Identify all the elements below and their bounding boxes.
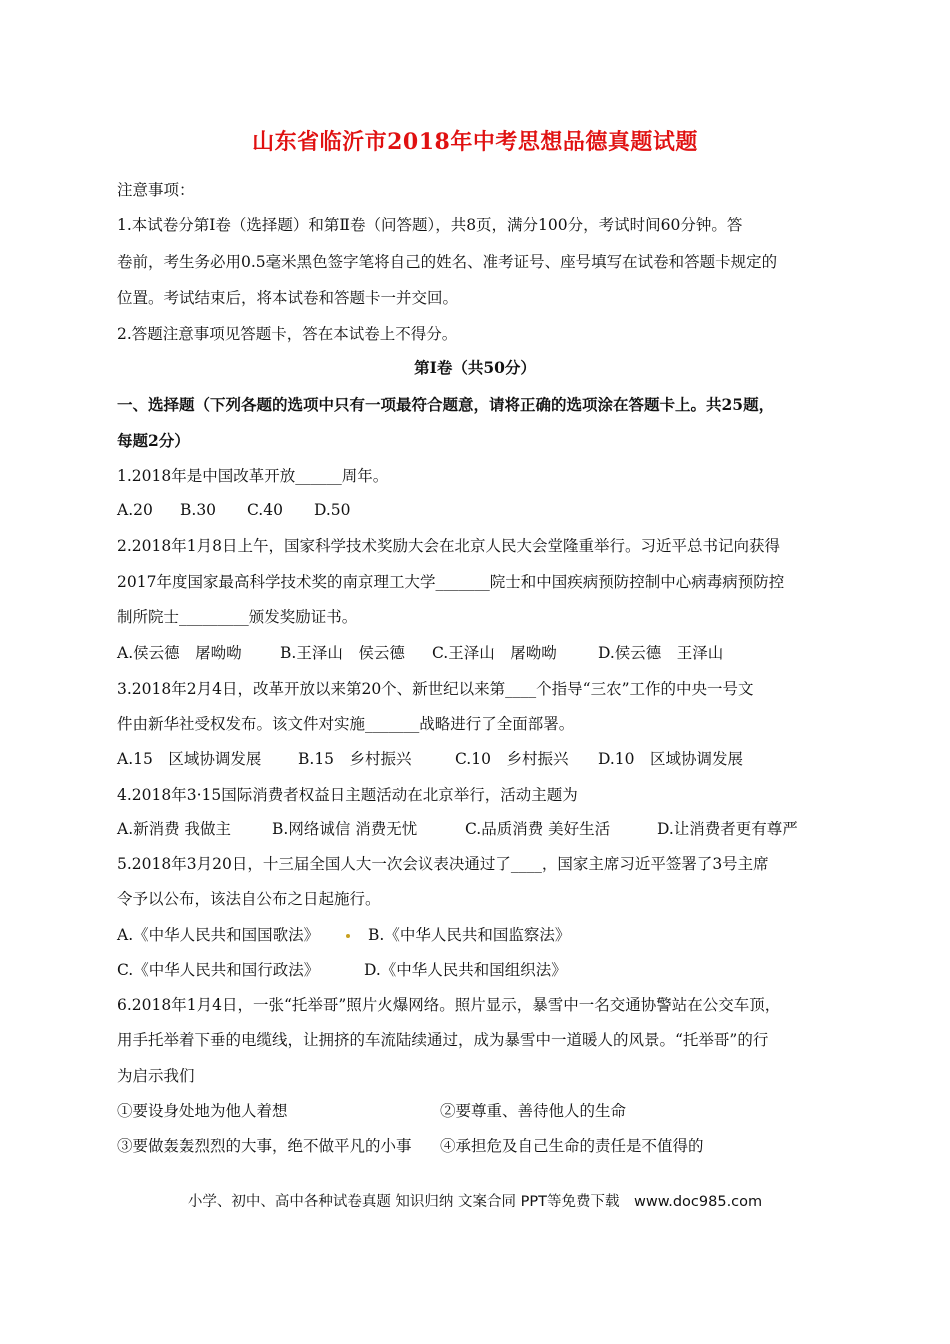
question-2-line2: 2017年度国家最高科学技术奖的南京理工大学_______院士和中国疾病预防控制中心病毒病预防控 [117,573,785,591]
question-3-option-d: D.10 区域协调发展 [598,750,744,768]
question-5-option-a: A.《中华人民共和国国歌法》 [117,926,320,944]
question-3-option-b: B.15 乡村振兴 [298,750,412,768]
question-4-option-a: A.新消费 我做主 [117,820,232,838]
question-1-option-b: B.30 [180,501,217,519]
dot-mark [346,934,350,938]
question-3-option-c: C.10 乡村振兴 [455,750,569,768]
part-instruction-line2: 每题2分） [117,431,190,450]
question-6-line1: 6.2018年1月4日，一张“托举哥”照片火爆网络。照片显示，暴雪中一名交通协警站在公交车顶， [117,996,781,1014]
question-6-line2: 用手托举着下垂的电缆线，让拥挤的车流陆续通过，成为暴雪中一道暖人的风景。“托举哥”的行 [117,1031,769,1049]
question-1-option-a: A.20 [117,501,153,519]
page-footer: 小学、初中、高中各种试卷真题 知识归纳 文案合同 PPT等免费下载 www.doc985.com [187,1194,763,1210]
notice-item1-line2: 卷前，考生务必用0.5毫米黑色签字笔将自己的姓名、准考证号、座号填写在试卷和答题卡规定的 [117,253,778,271]
notice-heading: 注意事项： [117,181,195,199]
question-2-option-d: D.侯云德 王泽山 [598,644,724,662]
question-1-option-c: C.40 [247,501,283,519]
question-6-option-2: ②要尊重、善待他人的生命 [440,1102,627,1120]
question-2-option-a: A.侯云德 屠呦呦 [117,644,242,662]
notice-item1-line1: 1.本试卷分第Ⅰ卷（选择题）和第Ⅱ卷（问答题），共8页，满分100分，考试时间60分钟。答 [117,216,743,234]
question-2-line1: 2.2018年1月8日上午，国家科学技术奖励大会在北京人民大会堂隆重举行。习近平总书记向获得 [117,537,780,555]
question-5-line1: 5.2018年3月20日，十三届全国人大一次会议表决通过了____，国家主席习近平签署了3号主席 [117,855,769,873]
question-5-line2: 令予以公布，该法自公布之日起施行。 [117,890,381,908]
question-5-option-b: B.《中华人民共和国监察法》 [368,926,571,944]
question-3-option-a: A.15 区域协调发展 [117,750,262,768]
question-4-stem: 4.2018年3·15国际消费者权益日主题活动在北京举行，活动主题为 [117,786,578,804]
question-4-option-d: D.让消费者更有尊严 [657,820,798,838]
question-6-line3: 为启示我们 [117,1067,195,1085]
question-6-option-1: ①要设身处地为他人着想 [117,1102,288,1120]
section-heading: 第Ⅰ卷（共50分） [414,358,536,377]
notice-item2: 2.答题注意事项见答题卡，答在本试卷上不得分。 [117,325,458,343]
question-3-line2: 件由新华社受权发布。该文件对实施_______战略进行了全面部署。 [117,715,575,733]
question-5-option-c: C.《中华人民共和国行政法》 [117,961,320,979]
question-4-option-c: C.品质消费 美好生活 [465,820,611,838]
question-3-line1: 3.2018年2月4日，改革开放以来第20个、新世纪以来第____个指导“三农”工作的中央一号文 [117,680,754,698]
question-1-option-d: D.50 [314,501,351,519]
question-2-option-c: C.王泽山 屠呦呦 [432,644,557,662]
question-5-option-d: D.《中华人民共和国组织法》 [364,961,567,979]
question-6-option-4: ④承担危及自己生命的责任是不值得的 [440,1137,704,1155]
question-2-line3: 制所院士_________颁发奖励证书。 [117,608,358,626]
question-4-option-b: B.网络诚信 消费无忧 [272,820,418,838]
part-instruction-line1: 一、选择题（下列各题的选项中只有一项最符合题意，请将正确的选项涂在答题卡上。共25题， [117,395,775,414]
question-1-stem: 1.2018年是中国改革开放______周年。 [117,467,389,485]
notice-item1-line3: 位置。考试结束后，将本试卷和答题卡一并交回。 [117,289,459,307]
question-2-option-b: B.王泽山 侯云德 [280,644,405,662]
page-title: 山东省临沂市2018年中考思想品德真题试题 [252,129,698,155]
question-6-option-3: ③要做轰轰烈烈的大事，绝不做平凡的小事 [117,1137,412,1155]
